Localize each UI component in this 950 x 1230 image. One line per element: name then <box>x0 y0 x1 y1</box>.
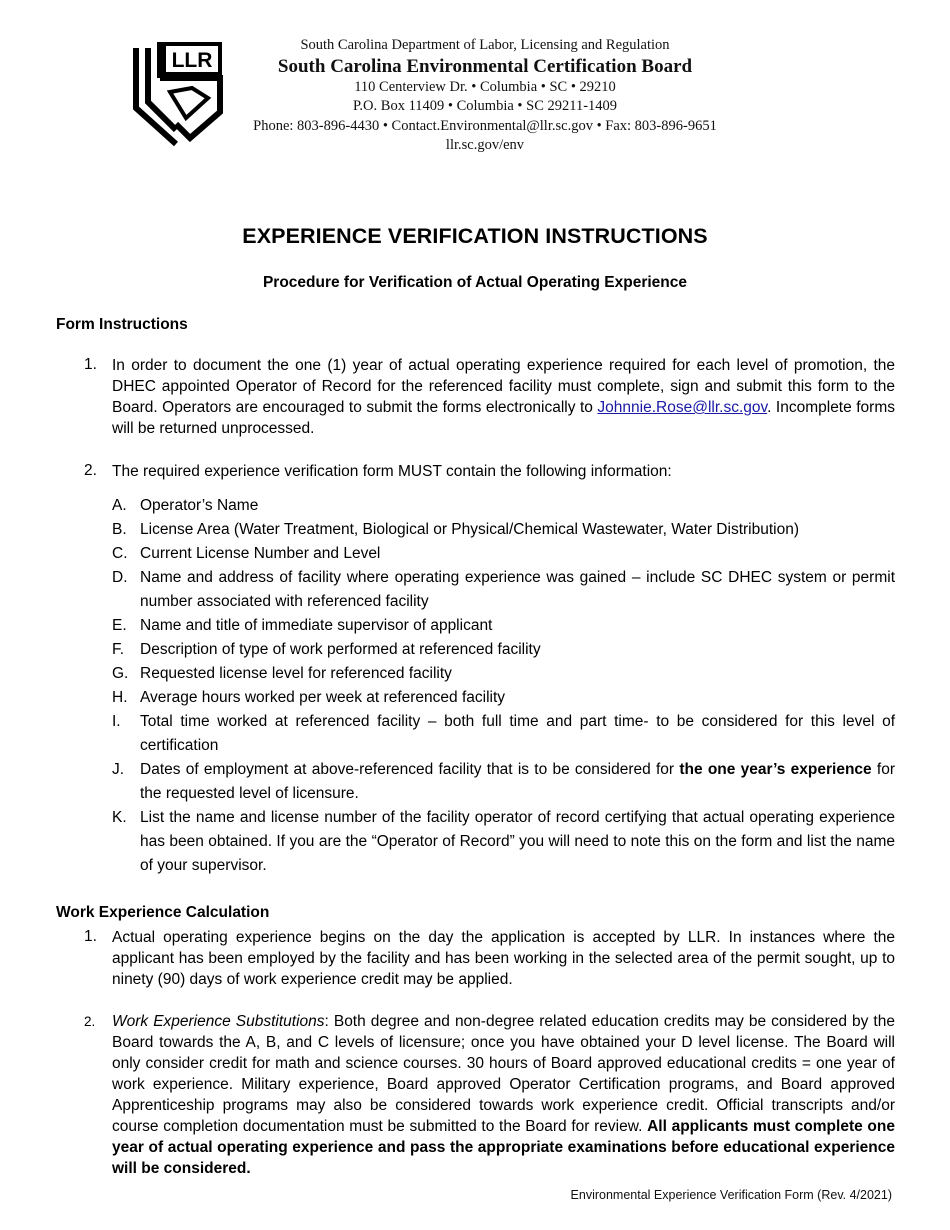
form-instructions-heading: Form Instructions <box>56 316 188 333</box>
letterhead <box>230 36 740 156</box>
list-item: D. Name and address of facility where operating experience was gained – include SC DHEC system or permit number associated with referenced facility <box>112 569 895 610</box>
work-experience-2 <box>112 1011 895 1179</box>
board-name: South Carolina Environmental Certification Board <box>277 55 693 77</box>
llr-logo <box>130 38 226 148</box>
list-item: A. Operator’s Name <box>112 497 259 514</box>
list-item: E. Name and title of immediate supervisor of applicant <box>112 617 493 634</box>
work-experience-heading: Work Experience Calculation <box>56 904 270 921</box>
substitution-text: : Both degree and non-degree related education credits may be considered by the Board towards the A, B, and C levels of licensure; once you have obtained your D level license. The Board will only consider credit for math and science courses. 30 hours of Board approved educational credits = one year of work experience. Military experience, Board approved Operator Certification programs, and Board approved Apprenticeship programs may also be considered towards work experience credit. Official transcripts and/or course completion documentation must be submitted to the Board for review. <box>112 1013 895 1135</box>
email-link[interactable]: Johnnie.Rose@llr.sc.gov <box>597 399 768 416</box>
substitution-lead: Work Experience Substitutions <box>112 1013 325 1030</box>
list-item: F. Description of type of work performed at referenced facility <box>112 641 541 658</box>
street-address: 110 Centerview Dr. • Columbia • SC • 29210 <box>354 78 616 95</box>
required-info-list <box>112 494 895 878</box>
list-item: G. Requested license level for referenced facility <box>112 665 452 682</box>
instruction-text: . Incomplete forms will be returned unprocessed. <box>112 399 895 437</box>
logo-text: LLR <box>171 49 213 72</box>
list-item: C. Current License Number and Level <box>112 545 381 562</box>
footer: Environmental Experience Verification Form (Rev. 4/2021) <box>570 1188 892 1202</box>
instruction-text: In order to document the one (1) year of actual operating experience required for each level of promotion, the DHEC appointed Operator of Record for the referenced facility must complete, sign and submit this form to the Board. Operators are encouraged to submit the forms electronically to <box>112 357 895 416</box>
list-item: B. License Area (Water Treatment, Biological or Physical/Chemical Wastewater, Water Distribution) <box>112 521 799 538</box>
form-instruction-2: The required experience verification form MUST contain the following information: <box>112 463 672 480</box>
substitution-bold: All applicants must complete one year of actual operating experience and pass the appropriate examinations before educational experience will be considered. <box>112 1118 895 1177</box>
page-subtitle: Procedure for Verification of Actual Operating Experience <box>262 274 688 291</box>
form-instruction-1 <box>112 355 895 439</box>
item-number: 2. <box>84 462 97 479</box>
department-name: South Carolina Department of Labor, Licensing and Regulation <box>300 37 670 53</box>
page-title: EXPERIENCE VERIFICATION INSTRUCTIONS <box>242 224 708 248</box>
website: llr.sc.gov/env <box>445 137 525 153</box>
list-item: I. Total time worked at referenced facility – both full time and part time- to be considered for this level of certification <box>112 713 895 754</box>
item-number: 1. <box>84 928 97 945</box>
work-experience-1: Actual operating experience begins on the day the application is accepted by LLR. In instances where the applicant has been employed by the facility and has been working in the selected area of the permit sought, up to ninety (90) days of work experience credit may be applied. <box>112 929 895 988</box>
item-number: 1. <box>84 356 97 373</box>
list-item: J. Dates of employment at above-referenced facility that is to be considered for the one year’s experience for the requested level of licensure. <box>112 761 895 802</box>
contact-line: Phone: 803-896-4430 • Contact.Environmental@llr.sc.gov • Fax: 803-896-9651 <box>253 117 717 134</box>
list-item: H. Average hours worked per week at referenced facility <box>112 689 506 706</box>
po-box: P.O. Box 11409 • Columbia • SC 29211-1409 <box>352 98 618 114</box>
list-item: K. List the name and license number of the facility operator of record certifying that actual operating experience has been obtained. If you are the “Operator of Record” you will need to note this on the form and list the name of your supervisor. <box>112 809 895 874</box>
item-number: 2. <box>84 1014 96 1029</box>
